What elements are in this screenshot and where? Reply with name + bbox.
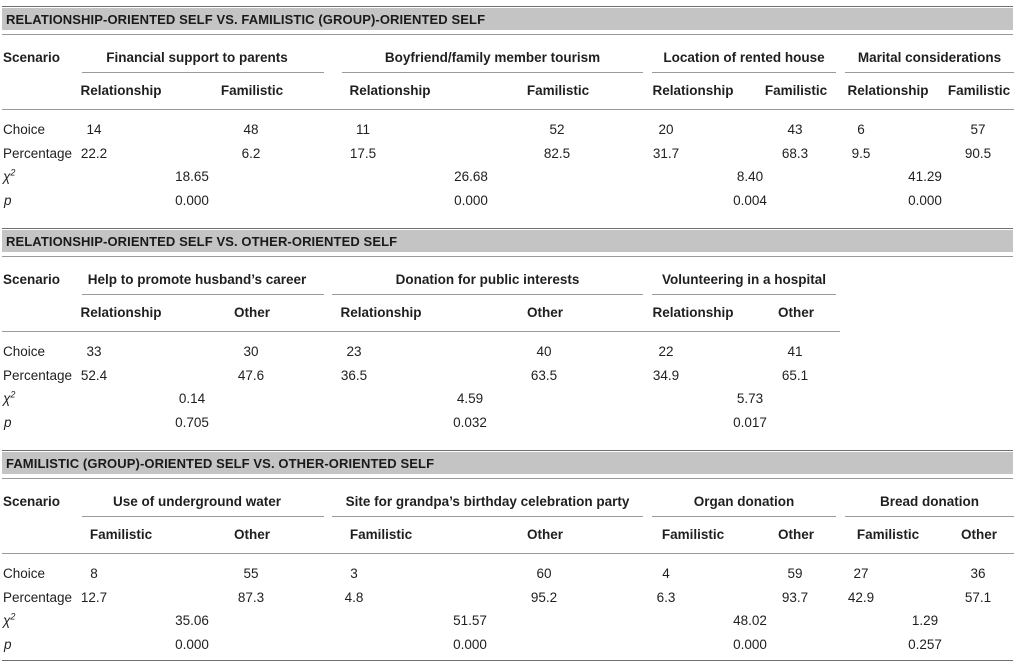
column-header-b: Other [233, 527, 271, 542]
chi-square-value: 35.06 [175, 613, 209, 628]
percentage-value-b: 57.1 [964, 590, 992, 605]
scenario-underline [82, 516, 324, 517]
scenario-title: Boyfriend/family member tourism [384, 50, 601, 65]
scenario-title: Location of rented house [663, 50, 825, 65]
scenario-underline [652, 294, 836, 295]
row-label-chi-square [3, 391, 15, 407]
p-value: 0.004 [733, 193, 767, 208]
percentage-value-a: 6.3 [656, 590, 676, 605]
section-title: FAMILISTIC (GROUP)-ORIENTED SELF VS. OTHER-ORIENTED SELF [6, 456, 435, 471]
scenario-title: Use of underground water [112, 494, 282, 509]
row-label-p: p [4, 193, 12, 208]
row-label-p: p [4, 415, 12, 430]
section-band-rule [2, 478, 1013, 479]
percentage-value-a: 36.5 [340, 368, 368, 383]
p-value: 0.705 [175, 415, 209, 430]
scenario-title: Marital considerations [857, 50, 1002, 65]
chi-symbol: χ [3, 613, 11, 628]
column-header-b: Familistic [526, 83, 590, 98]
choice-value-b: 57 [970, 122, 986, 137]
p-value: 0.000 [733, 637, 767, 652]
choice-value-a: 14 [86, 122, 102, 137]
choice-value-a: 3 [350, 566, 358, 581]
header-bottom-rule [2, 553, 1014, 554]
percentage-value-b: 95.2 [530, 590, 558, 605]
row-label-choice: Choice [3, 344, 46, 359]
chi-superscript: 2 [10, 611, 16, 622]
choice-value-b: 55 [243, 566, 259, 581]
chi-symbol: χ [3, 169, 11, 184]
column-header-b: Other [777, 527, 815, 542]
header-bottom-rule [2, 331, 840, 332]
p-value: 0.032 [453, 415, 487, 430]
column-header-b: Other [526, 527, 564, 542]
chi-square-value: 1.29 [911, 613, 939, 628]
scenario-underline [82, 294, 324, 295]
percentage-value-a: 52.4 [80, 368, 108, 383]
choice-value-b: 48 [243, 122, 259, 137]
choice-value-b: 36 [970, 566, 986, 581]
column-header-a: Relationship [80, 305, 162, 320]
choice-value-a: 27 [853, 566, 869, 581]
column-header-a: Familistic [856, 527, 920, 542]
p-value: 0.000 [453, 637, 487, 652]
choice-value-b: 59 [787, 566, 803, 581]
choice-value-b: 40 [536, 344, 552, 359]
chi-square-value: 41.29 [908, 169, 942, 184]
p-value: 0.000 [175, 193, 209, 208]
scenario-label: Scenario [3, 272, 61, 287]
percentage-value-b: 47.6 [237, 368, 265, 383]
percentage-value-b: 87.3 [237, 590, 265, 605]
section-title: RELATIONSHIP-ORIENTED SELF VS. FAMILISTIC (GROUP)-ORIENTED SELF [6, 12, 486, 27]
chi-superscript: 2 [10, 389, 16, 400]
row-label-choice: Choice [3, 566, 46, 581]
section-title: RELATIONSHIP-ORIENTED SELF VS. OTHER-ORIENTED SELF [6, 234, 398, 249]
scenario-underline [82, 72, 324, 73]
column-header-b: Other [526, 305, 564, 320]
row-label-choice: Choice [3, 122, 46, 137]
percentage-value-a: 34.9 [652, 368, 680, 383]
column-header-b: Familistic [947, 83, 1011, 98]
row-label-chi-square [3, 169, 15, 185]
percentage-value-b: 63.5 [530, 368, 558, 383]
percentage-value-b: 68.3 [781, 146, 809, 161]
column-header-b: Other [777, 305, 815, 320]
scenario-title: Organ donation [693, 494, 795, 509]
p-value: 0.000 [454, 193, 488, 208]
choice-value-b: 52 [549, 122, 565, 137]
scenario-label: Scenario [3, 50, 61, 65]
chi-square-value: 5.73 [736, 391, 764, 406]
column-header-a: Familistic [89, 527, 153, 542]
row-label-chi-square [3, 613, 15, 629]
column-header-a: Relationship [80, 83, 162, 98]
scenario-underline [332, 516, 643, 517]
row-label-percentage: Percentage [3, 590, 73, 605]
scenario-title: Financial support to parents [106, 50, 288, 65]
choice-value-a: 11 [355, 122, 371, 137]
percentage-value-a: 4.8 [344, 590, 364, 605]
chi-square-value: 26.68 [454, 169, 488, 184]
column-header-a: Relationship [652, 305, 734, 320]
column-header-a: Familistic [349, 527, 413, 542]
table-bottom-rule [2, 660, 1013, 661]
section-band-rule [2, 256, 1013, 257]
choice-value-a: 33 [86, 344, 102, 359]
chi-square-value: 8.40 [736, 169, 764, 184]
p-value: 0.000 [175, 637, 209, 652]
scenario-underline [342, 72, 643, 73]
choice-value-a: 8 [90, 566, 98, 581]
section-header-band [2, 452, 1013, 474]
section-band-rule [2, 34, 1013, 35]
header-bottom-rule [2, 109, 1014, 110]
section-header-band [2, 230, 1013, 252]
percentage-value-b: 90.5 [964, 146, 992, 161]
scenario-label: Scenario [3, 494, 61, 509]
chi-square-value: 48.02 [733, 613, 767, 628]
choice-value-b: 43 [787, 122, 803, 137]
section-header-band [2, 8, 1013, 30]
scenario-title: Site for grandpa’s birthday celebration party [345, 494, 630, 509]
choice-value-a: 22 [658, 344, 674, 359]
scenario-underline [332, 294, 643, 295]
row-label-percentage: Percentage [3, 368, 73, 383]
percentage-value-a: 12.7 [80, 590, 108, 605]
column-header-a: Relationship [349, 83, 431, 98]
choice-value-a: 20 [658, 122, 674, 137]
section-top-rule [2, 228, 1013, 229]
column-header-a: Relationship [847, 83, 929, 98]
choice-value-a: 4 [662, 566, 670, 581]
percentage-value-a: 22.2 [80, 146, 108, 161]
scenario-underline [652, 72, 836, 73]
chi-square-value: 4.59 [456, 391, 484, 406]
percentage-value-a: 9.5 [851, 146, 871, 161]
column-header-b: Other [233, 305, 271, 320]
scenario-title: Donation for public interests [395, 272, 580, 287]
scenario-title: Help to promote husband’s career [87, 272, 307, 287]
percentage-value-b: 6.2 [241, 146, 261, 161]
scenario-underline [845, 72, 1014, 73]
p-value: 0.257 [908, 637, 942, 652]
p-value: 0.000 [908, 193, 942, 208]
choice-value-a: 23 [346, 344, 362, 359]
percentage-value-b: 82.5 [543, 146, 571, 161]
chi-square-value: 18.65 [175, 169, 209, 184]
scenario-underline [652, 516, 836, 517]
chi-symbol: χ [3, 391, 11, 406]
column-header-b: Familistic [764, 83, 828, 98]
percentage-value-a: 31.7 [652, 146, 680, 161]
chi-superscript: 2 [10, 167, 16, 178]
column-header-a: Relationship [652, 83, 734, 98]
chi-square-value: 0.14 [178, 391, 206, 406]
scenario-title: Volunteering in a hospital [661, 272, 827, 287]
percentage-value-b: 65.1 [781, 368, 809, 383]
choice-value-a: 6 [857, 122, 865, 137]
p-value: 0.017 [733, 415, 767, 430]
percentage-value-a: 17.5 [349, 146, 377, 161]
choice-value-b: 30 [243, 344, 259, 359]
row-label-percentage: Percentage [3, 146, 73, 161]
column-header-b: Familistic [220, 83, 284, 98]
column-header-a: Familistic [661, 527, 725, 542]
percentage-value-b: 93.7 [781, 590, 809, 605]
row-label-p: p [4, 637, 12, 652]
percentage-value-a: 42.9 [847, 590, 875, 605]
column-header-a: Relationship [340, 305, 422, 320]
column-header-b: Other [960, 527, 998, 542]
section-top-rule [2, 450, 1013, 451]
chi-square-value: 51.57 [453, 613, 487, 628]
choice-value-b: 41 [787, 344, 803, 359]
section-top-rule [2, 6, 1013, 7]
choice-value-b: 60 [536, 566, 552, 581]
scenario-underline [845, 516, 1014, 517]
scenario-title: Bread donation [879, 494, 980, 509]
